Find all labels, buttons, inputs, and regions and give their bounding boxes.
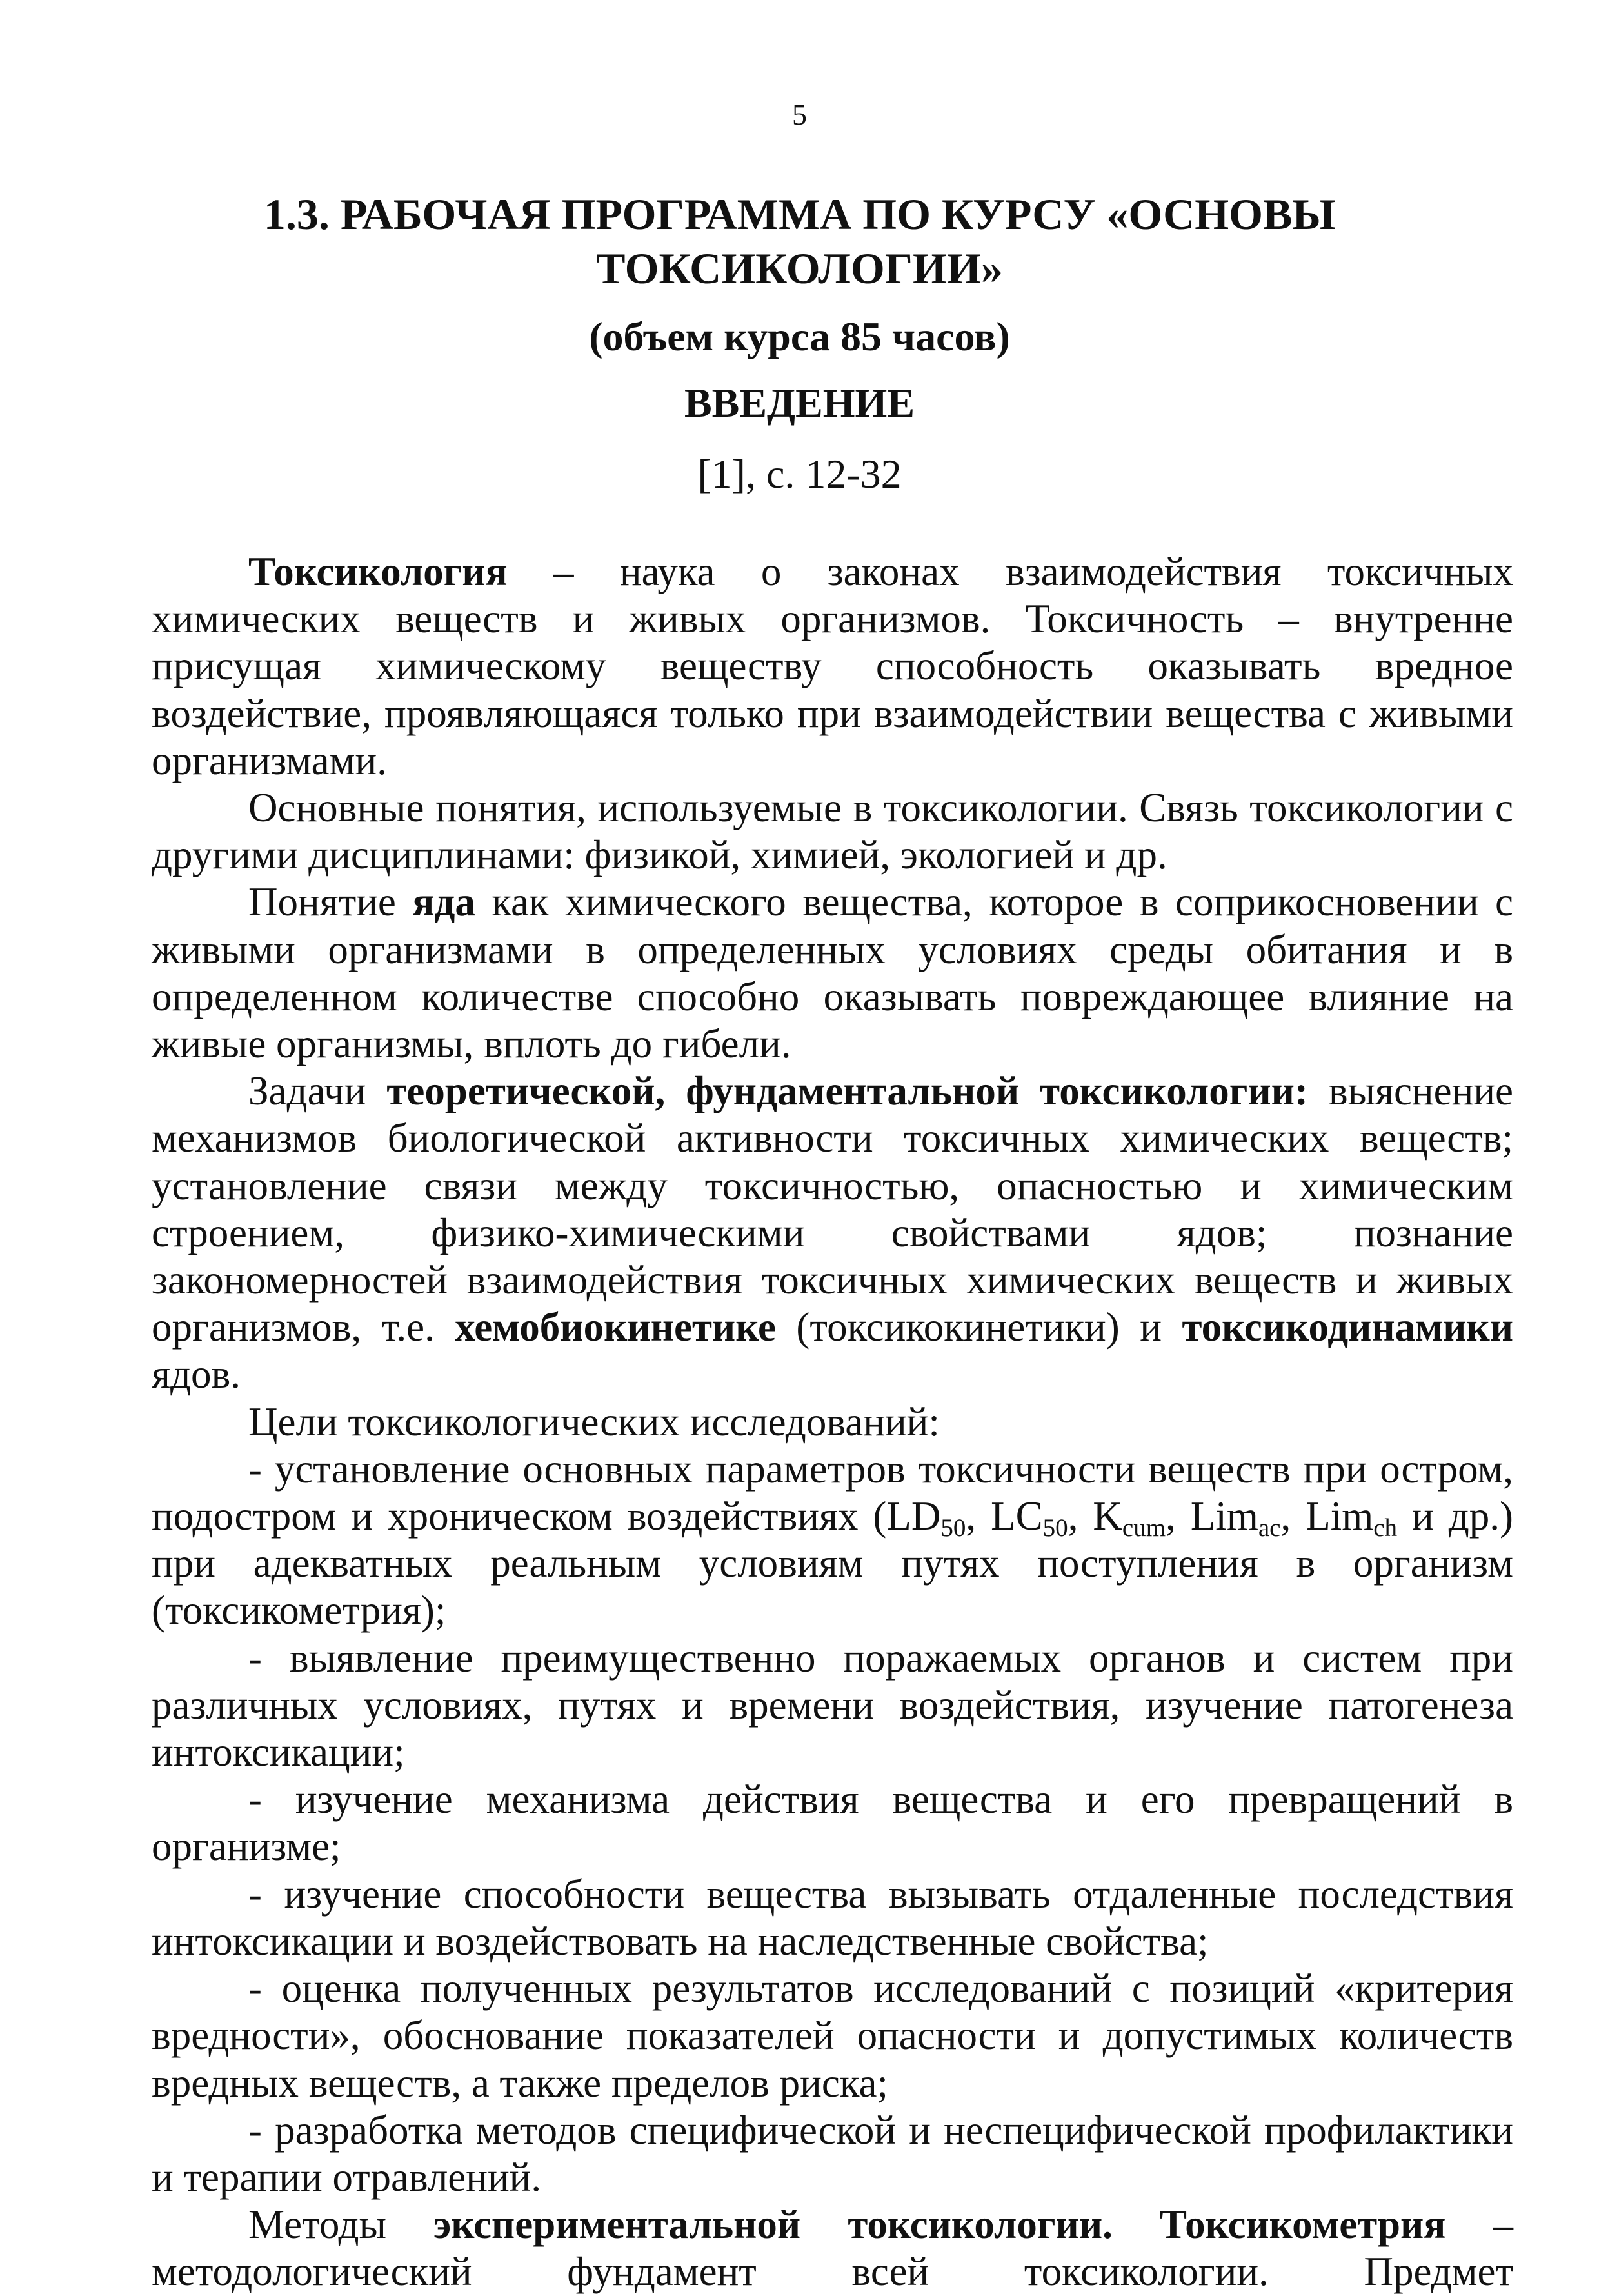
- paragraph-text: ядов.: [152, 1352, 241, 1397]
- list-item-text: и др.) при адекватных реальным условиям путях поступления в организм (токсикометрия);: [152, 1493, 1513, 1633]
- page-title: [152, 187, 1447, 295]
- paragraph-basic-concepts: [152, 784, 1513, 879]
- paragraph-text: Задачи: [248, 1068, 387, 1114]
- paragraph-text: выяснение механизмов биологической активности токсичных химических веществ; установление связи между токсичностью, опасностью и химическим строением, физико-химическими свойствами ядов; познание закономерностей взаимодействия токсичных химических веществ и живых организмов, т.е.: [152, 1068, 1514, 1350]
- term-toxicodynamics: токсикодинамики: [1182, 1304, 1513, 1350]
- paragraph-toxicology: [152, 548, 1513, 784]
- list-item: - изучение способности вещества вызывать отдаленные последствия интоксикации и воздействовать на наследственные свойства;: [152, 1871, 1513, 1964]
- course-volume: (объем курса 85 часов): [589, 314, 1010, 359]
- paragraph-text: как химического вещества, которое в соприкосновении с живыми организмами в определенных условиях среды обитания и в определенном количестве способно оказывать повреждающее влияние на живые организмы, вплоть до гибели.: [152, 879, 1513, 1067]
- list-item-text: , K: [1068, 1493, 1122, 1539]
- body-text: [152, 548, 1513, 2296]
- term-poison: яда: [412, 879, 475, 925]
- paragraph-poison: [152, 879, 1513, 1068]
- list-item-text: , Lim: [1166, 1493, 1258, 1539]
- reference: [1], с. 12-32: [697, 451, 902, 497]
- subscript: ac: [1258, 1513, 1281, 1542]
- list-item-text: - установление основных параметров токсичности веществ при остром, подостром и хроническом воздействиях (LD: [152, 1446, 1513, 1539]
- paragraph-text: Цели токсикологических исследований:: [248, 1399, 940, 1444]
- paragraph-text: Понятие: [248, 879, 413, 925]
- list-item: [152, 1446, 1513, 1635]
- list-item-text: , Lim: [1280, 1493, 1374, 1539]
- paragraph-text: (токсикокинетики) и: [775, 1304, 1182, 1350]
- section-heading: ВВЕДЕНИЕ: [684, 380, 915, 426]
- list-item: - разработка методов специфической и неспецифической профилактики и терапии отравлений.: [152, 2107, 1513, 2200]
- list-item: - изучение механизма действия вещества и его превращений в организме;: [152, 1777, 1513, 1870]
- subscript: ch: [1373, 1513, 1398, 1542]
- list-item: - оценка полученных результатов исследований с позиций «критерия вредности», обоснование показателей опасности и допустимых количеств вредных веществ, а также пределов риска;: [152, 1966, 1513, 2106]
- page-number: 5: [792, 98, 807, 131]
- title-line-1: 1.3. РАБОЧАЯ ПРОГРАММА ПО КУРСУ «ОСНОВЫ: [263, 190, 1336, 239]
- paragraph-text: – методологический фундамент всей токсикологии. Предмет: [152, 2202, 1514, 2295]
- list-item: - выявление преимущественно поражаемых органов и систем при различных условиях, путях и времени воздействия, изучение патогенеза интоксикации;: [152, 1635, 1513, 1775]
- paragraph-text: – наука о законах взаимодействия токсичных химических веществ и живых организмов. Токсичность – внутренне присущая химическому веществу способность оказывать вредное воздействие, проявляющаяся только при взаимодействии вещества с живыми организмами.: [152, 549, 1513, 783]
- paragraph-methods: [152, 2201, 1513, 2295]
- list-item-text: , LC: [966, 1493, 1043, 1539]
- subscript: 50: [940, 1513, 966, 1542]
- subscript: cum: [1122, 1513, 1166, 1542]
- paragraph-goals: [152, 1399, 1513, 1446]
- term-toxicology: Токсикология: [248, 549, 508, 594]
- paragraph-tasks: [152, 1068, 1513, 1398]
- paragraph-text: Методы: [248, 2202, 434, 2248]
- term-chemobiokinetics: хемобиокинетике: [455, 1304, 776, 1350]
- paragraph-text: Основные понятия, используемые в токсикологии. Связь токсикологии с другими дисциплинами: физикой, химией, экологией и др.: [152, 785, 1513, 878]
- title-line-2: ТОКСИКОЛОГИИ»: [596, 244, 1003, 293]
- term-theoretical-toxicology: теоретической, фундаментальной токсикологии:: [386, 1068, 1308, 1114]
- subscript: 50: [1042, 1513, 1068, 1542]
- term-experimental-toxicology: экспериментальной токсикологии. Токсикометрия: [433, 2202, 1446, 2248]
